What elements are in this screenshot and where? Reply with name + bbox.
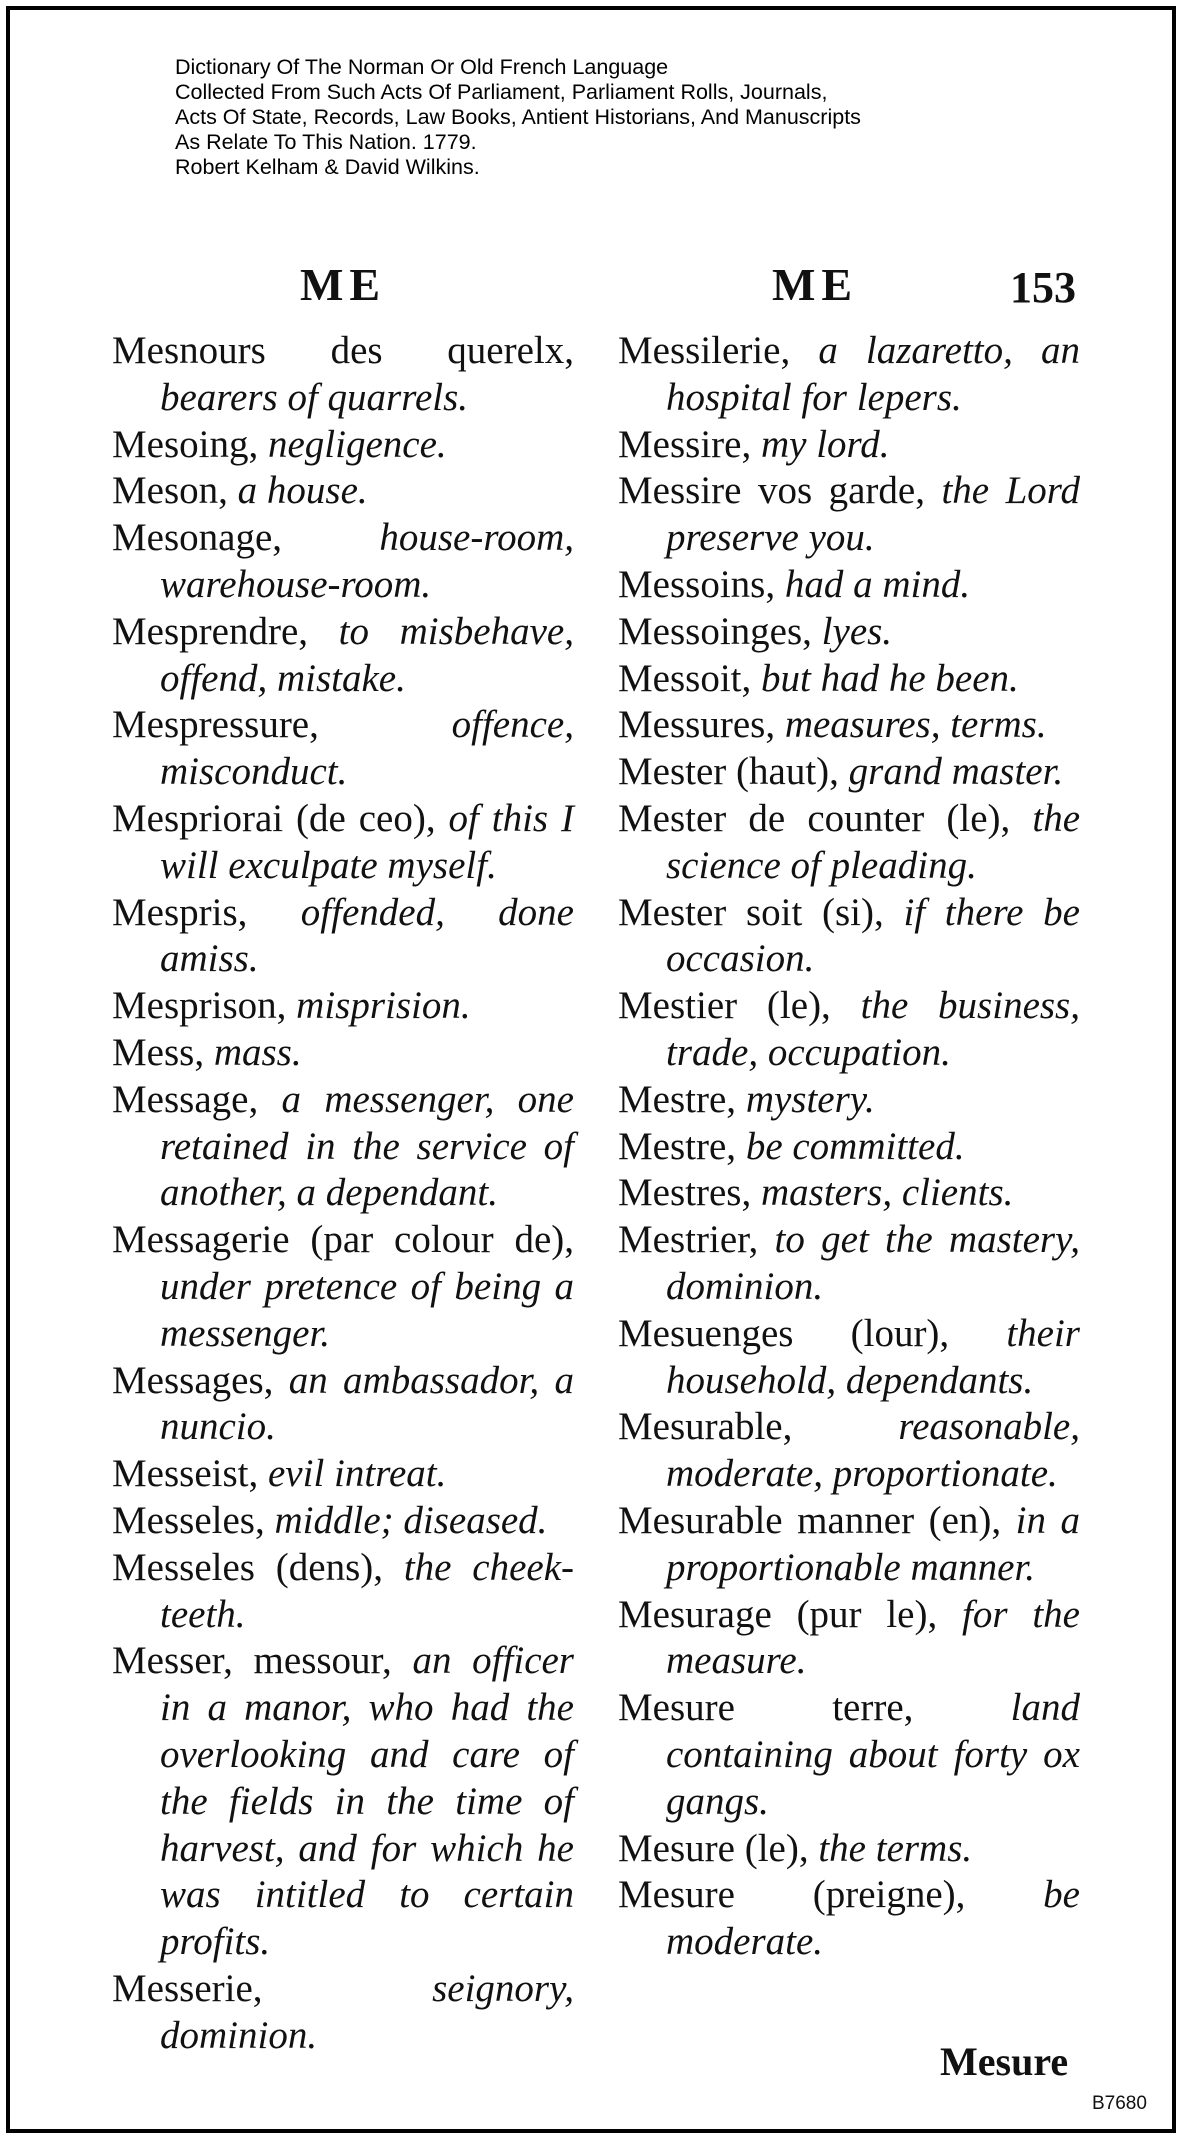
- entry-headword: Mesure (le),: [618, 1826, 809, 1870]
- header-line: As Relate To This Nation. 1779.: [175, 130, 477, 154]
- entry-headword: Messoit,: [618, 656, 752, 700]
- entry-headword: Mestrier,: [618, 1218, 759, 1262]
- dictionary-entry: [112, 1498, 574, 1545]
- entry-headword: Messagerie (par colour de),: [112, 1218, 574, 1262]
- entry-definition: an officer in a manor, who had the overlooking and care of the fields in the time of harvest, and for which he was intitled to certain profits.: [160, 1639, 574, 1964]
- entry-definition: house-room, warehouse-room.: [160, 516, 574, 606]
- entry-headword: Mesprison,: [112, 984, 287, 1028]
- dictionary-entry: [618, 1077, 1080, 1124]
- entry-headword: Messoins,: [618, 562, 776, 606]
- entry-headword: Mestres,: [618, 1171, 752, 1215]
- entry-headword: Messures,: [618, 703, 776, 747]
- entry-headword: Mespressure,: [112, 703, 319, 747]
- header-line: Robert Kelham & David Wilkins.: [175, 155, 480, 179]
- dictionary-entry: [112, 890, 574, 984]
- entry-headword: Messire vos garde,: [618, 469, 925, 513]
- dictionary-entry: [618, 702, 1080, 749]
- dictionary-entry: [112, 1451, 574, 1498]
- dictionary-entry: [618, 1872, 1080, 1966]
- entry-definition: for the measure.: [666, 1592, 1080, 1683]
- dictionary-entry: [618, 1170, 1080, 1217]
- running-head-left: ME: [300, 259, 387, 310]
- entry-headword: Mestre,: [618, 1077, 737, 1121]
- dictionary-entry: [618, 1404, 1080, 1498]
- entry-headword: Mespris,: [112, 890, 248, 934]
- entry-definition: a lazaretto, an hospital for lepers.: [666, 329, 1080, 419]
- dictionary-entry: [112, 609, 574, 703]
- header-line: Dictionary Of The Norman Or Old French Language: [175, 55, 669, 79]
- dictionary-entry: [618, 422, 1080, 469]
- entry-headword: Message,: [112, 1077, 259, 1121]
- entry-headword: Mester soit (si),: [618, 890, 884, 934]
- entry-definition: of this I will exculpate myself.: [160, 796, 574, 887]
- entry-definition: bearers of quarrels.: [160, 375, 469, 419]
- entry-headword: Messire,: [618, 422, 752, 466]
- entry-definition: a messenger, one retained in the service of another, a dependant.: [160, 1077, 574, 1215]
- dictionary-entry: [618, 328, 1080, 422]
- dictionary-entry: [618, 1685, 1080, 1825]
- entry-definition: the terms.: [808, 1826, 973, 1870]
- entry-definition: the Lord preserve you.: [666, 469, 1080, 560]
- entry-headword: Mesoing,: [112, 422, 259, 466]
- dictionary-entry: [112, 1217, 574, 1357]
- left-column: [112, 328, 574, 2059]
- entry-headword: Mesprendre,: [112, 609, 309, 653]
- entry-headword: Mesnours des querelx,: [112, 329, 574, 372]
- entry-definition: the cheek-teeth.: [160, 1545, 574, 1636]
- dictionary-entry: [618, 1592, 1080, 1686]
- entry-definition: masters, clients.: [751, 1171, 1014, 1215]
- entry-headword: Mesurable manner (en),: [618, 1498, 1002, 1542]
- header-line: Collected From Such Acts Of Parliament, Parliament Rolls, Journals,: [175, 80, 828, 104]
- dictionary-entry: [618, 749, 1080, 796]
- dictionary-entry: [618, 1124, 1080, 1171]
- entry-headword: Meson,: [112, 469, 228, 513]
- entry-definition: the business, trade, occupation.: [666, 984, 1080, 1074]
- entry-definition: an ambassador, a nuncio.: [160, 1358, 574, 1449]
- entry-headword: Messoinges,: [618, 609, 812, 653]
- dictionary-entry: [112, 328, 574, 422]
- entry-definition: had a mind.: [775, 562, 971, 606]
- dictionary-entry: [618, 1311, 1080, 1405]
- entry-headword: Mestier (le),: [618, 984, 831, 1028]
- entry-definition: reasonable, moderate, proportionate.: [666, 1405, 1080, 1496]
- entry-definition: misprision.: [286, 984, 471, 1028]
- entry-definition: to misbehave, offend, mistake.: [160, 609, 574, 700]
- entry-definition: evil intreat.: [258, 1452, 447, 1496]
- entry-definition: middle; diseased.: [264, 1498, 548, 1542]
- entry-definition: my lord.: [751, 422, 890, 466]
- catchword: Mesure: [940, 2039, 1069, 2084]
- dictionary-entry: [618, 1498, 1080, 1592]
- running-head-right: ME: [772, 259, 859, 310]
- entry-headword: Messer, messour,: [112, 1639, 392, 1683]
- entry-definition: their household, dependants.: [666, 1311, 1080, 1402]
- entry-definition: negligence.: [258, 422, 447, 466]
- entry-headword: Messilerie,: [618, 329, 791, 372]
- entry-headword: Mesurable,: [618, 1405, 793, 1449]
- dictionary-entry: [112, 1030, 574, 1077]
- entry-headword: Mespriorai (de ceo),: [112, 796, 436, 840]
- entry-headword: Mesonage,: [112, 516, 283, 560]
- archive-code: B7680: [1092, 2093, 1147, 2114]
- entry-definition: in a proportionable manner.: [666, 1498, 1080, 1589]
- header-line: Acts Of State, Records, Law Books, Antient Historians, And Manuscripts: [175, 105, 861, 129]
- dictionary-entry: [618, 1217, 1080, 1311]
- dictionary-entry: [618, 1826, 1080, 1873]
- entry-definition: the science of pleading.: [666, 796, 1081, 887]
- entry-definition: to get the mastery, dominion.: [666, 1218, 1080, 1308]
- dictionary-entry: [618, 609, 1080, 656]
- entry-definition: offended, done amiss.: [160, 890, 574, 981]
- entry-headword: Messeles,: [112, 1498, 265, 1542]
- dictionary-entry: [618, 983, 1080, 1077]
- entry-definition: grand master.: [838, 750, 1064, 794]
- page-number: 153: [1010, 263, 1076, 312]
- entry-definition: mass.: [204, 1030, 302, 1074]
- entry-definition: under pretence of being a messenger.: [160, 1264, 574, 1355]
- entry-headword: Mesure terre,: [618, 1686, 914, 1730]
- entry-headword: Messeles (dens),: [112, 1545, 383, 1589]
- dictionary-entry: [112, 702, 574, 796]
- entry-definition: a house.: [227, 469, 368, 513]
- entry-definition: land containing about forty ox gangs.: [666, 1686, 1080, 1823]
- dictionary-entry: [112, 1358, 574, 1452]
- dictionary-entry: [618, 656, 1080, 703]
- entry-headword: Mesurage (pur le),: [618, 1592, 938, 1636]
- entry-headword: Mester de counter (le),: [618, 796, 1011, 840]
- collection-header: [175, 55, 861, 180]
- entry-definition: be moderate.: [666, 1873, 1080, 1964]
- entry-headword: Messages,: [112, 1358, 274, 1402]
- right-column: [618, 328, 1080, 1966]
- entry-definition: be committed.: [736, 1124, 965, 1168]
- entry-definition: but had he been.: [751, 656, 1019, 700]
- dictionary-entry: [112, 515, 574, 609]
- entry-headword: Mesure (preigne),: [618, 1873, 966, 1917]
- entry-headword: Mestre,: [618, 1124, 737, 1168]
- entry-definition: offence, misconduct.: [160, 703, 574, 794]
- dictionary-entry: [112, 1638, 574, 1966]
- dictionary-entry: [112, 1077, 574, 1217]
- entry-headword: Mess,: [112, 1030, 205, 1074]
- dictionary-entry: [112, 1545, 574, 1639]
- dictionary-entry: [112, 983, 574, 1030]
- entry-headword: Messerie,: [112, 1966, 263, 2010]
- dictionary-entry: [618, 468, 1080, 562]
- entry-definition: mystery.: [736, 1077, 875, 1121]
- entry-definition: if there be occasion.: [666, 890, 1080, 981]
- dictionary-entry: [112, 796, 574, 890]
- entry-headword: Mesuenges (lour),: [618, 1311, 950, 1355]
- dictionary-entry: [112, 468, 574, 515]
- entry-headword: Mester (haut),: [618, 750, 839, 794]
- entry-definition: measures, terms.: [775, 703, 1047, 747]
- dictionary-entry: [618, 796, 1080, 890]
- entry-definition: seignory, dominion.: [160, 1966, 574, 2057]
- dictionary-entry: [618, 562, 1080, 609]
- entry-headword: Messeist,: [112, 1452, 259, 1496]
- entry-definition: lyes.: [811, 609, 893, 653]
- dictionary-entry: [112, 1966, 574, 2060]
- dictionary-entry: [618, 890, 1080, 984]
- dictionary-entry: [112, 422, 574, 469]
